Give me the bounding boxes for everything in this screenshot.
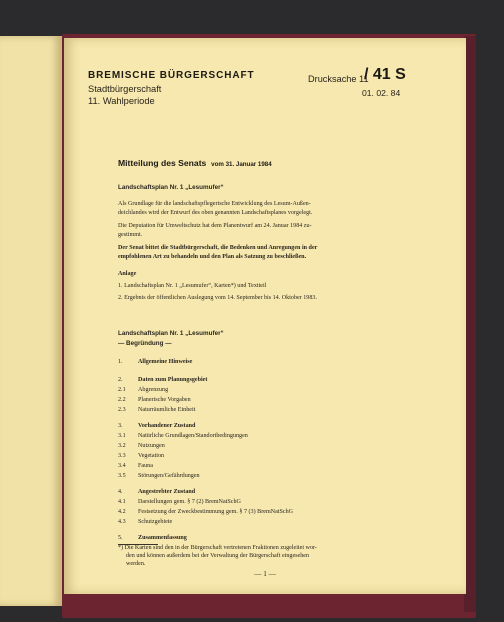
toc-item-number: 4.1 — [118, 499, 126, 505]
toc-heading: Landschaftsplan Nr. 1 „Lesumufer“ — [118, 330, 224, 337]
toc-item-text: Planerische Vorgaben — [138, 397, 191, 403]
drucksache-number: / 41 S — [364, 66, 406, 83]
document-title — [118, 158, 272, 168]
anlage-item: 2. Ergebnis der öffentlichen Auslegung vom 14. September bis 14. Oktober 1983. — [118, 295, 317, 301]
footnote-line: werden. — [126, 561, 146, 567]
toc-item-text: Vegetation — [138, 453, 165, 459]
anlage-item: 1. Landschaftsplan Nr. 1 „Lesumufer“, Karten*) und Textteil — [118, 283, 267, 289]
request-line: empfohlenen Art zu behandeln und den Plan als Satzung zu beschließen. — [118, 254, 307, 260]
toc-item-number: 2.1 — [118, 387, 126, 393]
toc-item-text: Fauna — [138, 463, 153, 469]
intro-line: deichlandes wird der Entwurf des oben genannten Landschaftsplanes vorgelegt. — [118, 210, 313, 216]
toc-group-title: Zusammenfassung — [138, 535, 187, 541]
toc-item-text: Schutzgebiete — [138, 519, 173, 525]
toc-item-text: Darstellungen gem. § 7 (2) BremNatSchG — [138, 499, 241, 505]
title-date: vom 31. Januar 1984 — [211, 161, 272, 168]
anlage-label: Anlage — [118, 271, 137, 277]
toc-group-title: Vorhandener Zustand — [138, 423, 196, 429]
toc-item-number: 3.2 — [118, 443, 126, 449]
toc-group-title: Daten zum Planungsgebiet — [138, 377, 208, 383]
toc-item-number: 3.1 — [118, 433, 126, 439]
toc-item-number: 2.3 — [118, 407, 126, 413]
toc-group-number: 1. — [118, 359, 123, 365]
toc-item-number: 2.2 — [118, 397, 126, 403]
document-page — [64, 38, 466, 594]
election-period: 11. Wahlperiode — [88, 96, 155, 106]
toc-group-number: 5. — [118, 535, 123, 541]
toc-item-text: Nutzungen — [138, 443, 165, 449]
footnote-line: *) Die Karten sind den in der Bürgerschaft vertretenen Fraktionen zugeleitet wor- — [118, 545, 317, 551]
request-line: Der Senat bittet die Stadtbürgerschaft, die Bedenken und Anregungen in der — [118, 245, 318, 251]
toc-item-text: Störungen/Gefährdungen — [138, 473, 200, 479]
toc-group-title: Allgemeine Hinweise — [138, 359, 193, 365]
issuer-name: BREMISCHE BÜRGERSCHAFT — [88, 70, 255, 81]
toc-item-number: 3.4 — [118, 463, 126, 469]
toc-group-number: 4. — [118, 489, 123, 495]
toc-item-text: Festsetzung der Zweckbestimmung gem. § 7 (3) BremNatSchG — [138, 509, 294, 515]
drucksache-label: Drucksache 11 — [308, 74, 369, 84]
page-number: — 1 — — [254, 570, 276, 578]
toc-item-number: 3.5 — [118, 473, 126, 479]
intro-line: Die Deputation für Umweltschutz hat dem Planentwurf am 24. Januar 1984 zu- — [118, 223, 312, 229]
toc-group-title: Angestrebter Zustand — [138, 489, 196, 495]
title-main: Mitteilung des Senats — [118, 158, 207, 168]
chamber-name: Stadtbürgerschaft — [88, 84, 162, 94]
toc-item-text: Natürliche Grundlagen/Standortbedingungen — [138, 433, 248, 439]
intro-line: gestimmt. — [118, 232, 143, 238]
toc-item-number: 3.3 — [118, 453, 126, 459]
toc-item-text: Abgrenzung — [138, 387, 169, 393]
left-page — [0, 36, 62, 606]
toc-group-number: 3. — [118, 423, 123, 429]
toc-item-text: Naturräumliche Einheit — [138, 407, 196, 413]
section-heading: Landschaftsplan Nr. 1 „Lesumufer“ — [118, 184, 224, 191]
toc-item-number: 4.3 — [118, 519, 126, 525]
document-date: 01. 02. 84 — [362, 88, 401, 98]
toc-subheading: — Begründung — — [118, 340, 172, 347]
footnote-line: den und können außerdem bei der Verwaltung der Bürgerschaft eingesehen — [126, 553, 310, 559]
toc-group-number: 2. — [118, 377, 123, 383]
intro-line: Als Grundlage für die landschaftspflegerische Entwicklung des Lesum-Außen- — [118, 201, 311, 207]
toc-item-number: 4.2 — [118, 509, 126, 515]
